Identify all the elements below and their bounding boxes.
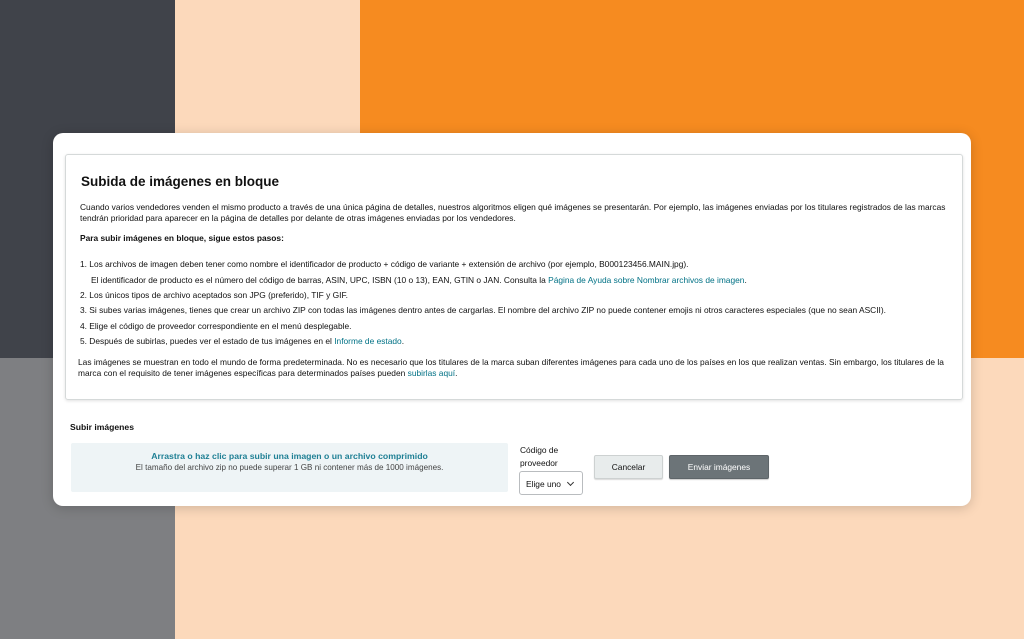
vendor-code-select-value: Elige uno — [526, 479, 561, 489]
upload-here-link[interactable]: subirlas aquí — [407, 368, 456, 379]
naming-help-link[interactable]: Página de Ayuda sobre Nombrar archivos de imagen — [548, 274, 745, 285]
vendor-code-select[interactable] — [519, 471, 583, 495]
step-5-text: 5. Después de subirlas, puedes ver el estado de tus imágenes en el — [80, 335, 335, 346]
step-5-end: . — [401, 335, 405, 346]
step-1: 1. Los archivos de imagen deben tener como nombre el identificador de producto + código de variante + extensión de archivo (por ejemplo, B000123456.MAIN.jpg). — [80, 259, 689, 270]
steps-heading: Para subir imágenes en bloque, sigue estos pasos: — [80, 233, 284, 244]
dropzone-title: Arrastra o haz clic para subir una imagen o un archivo comprimido — [151, 451, 428, 461]
footer-end: . — [455, 368, 458, 379]
intro-text: Cuando varios vendedores venden el mismo producto a través de una única página de detalles, nuestros algoritmos eligen qué imágenes se presentarán. Por ejemplo, las imágenes enviadas por los titulares registrados de las marcas tendrán prioridad para aparecer en la página de detalles por delante de otras imágenes enviadas por los vendedores. — [80, 202, 946, 224]
step-3: 3. Si subes varias imágenes, tienes que crear un archivo ZIP con todas las imágenes dentro antes de cargarlas. El nombre del archivo ZIP no puede contener emojis ni otros caracteres especiales (que no sean ASCII). — [80, 305, 886, 316]
cancel-button[interactable]: Cancelar — [594, 455, 663, 479]
steps-list — [80, 257, 946, 349]
status-report-link[interactable]: Informe de estado — [334, 335, 402, 346]
chevron-down-icon — [567, 479, 574, 486]
step-1-detail-text: El identificador de producto es el número del código de barras, ASIN, UPC, ISBN (10 o 13), EAN, GTIN o JAN. Consulta la — [91, 274, 549, 285]
footer-text — [78, 357, 946, 379]
bulk-upload-card — [53, 133, 971, 506]
send-images-button[interactable]: Enviar imágenes — [669, 455, 769, 479]
page-title: Subida de imágenes en bloque — [81, 174, 280, 189]
step-1-detail — [80, 273, 946, 288]
step-2: 2. Los únicos tipos de archivo aceptados son JPG (preferido), TIF y GIF. — [80, 290, 348, 300]
step-4: 4. Elige el código de proveedor correspondiente en el menú desplegable. — [80, 320, 352, 331]
footer-body: Las imágenes se muestran en todo el mundo de forma predeterminada. No es necesario que los titulares de la marca suban diferentes imágenes para cada uno de los países en los que realizan ventas. Sin embargo, los titulares de la marca con el requisito de tener imágenes específicas para determinados países pueden — [78, 357, 944, 379]
instructions-panel — [65, 154, 963, 400]
dropzone-subtitle: El tamaño del archivo zip no puede superar 1 GB ni contener más de 1000 imágenes. — [135, 463, 444, 472]
vendor-code-label: Código de proveedor — [520, 445, 559, 468]
step-1-detail-end: . — [744, 274, 747, 285]
upload-section-label: Subir imágenes — [70, 422, 134, 432]
upload-dropzone[interactable] — [71, 443, 508, 492]
step-5 — [80, 334, 946, 349]
